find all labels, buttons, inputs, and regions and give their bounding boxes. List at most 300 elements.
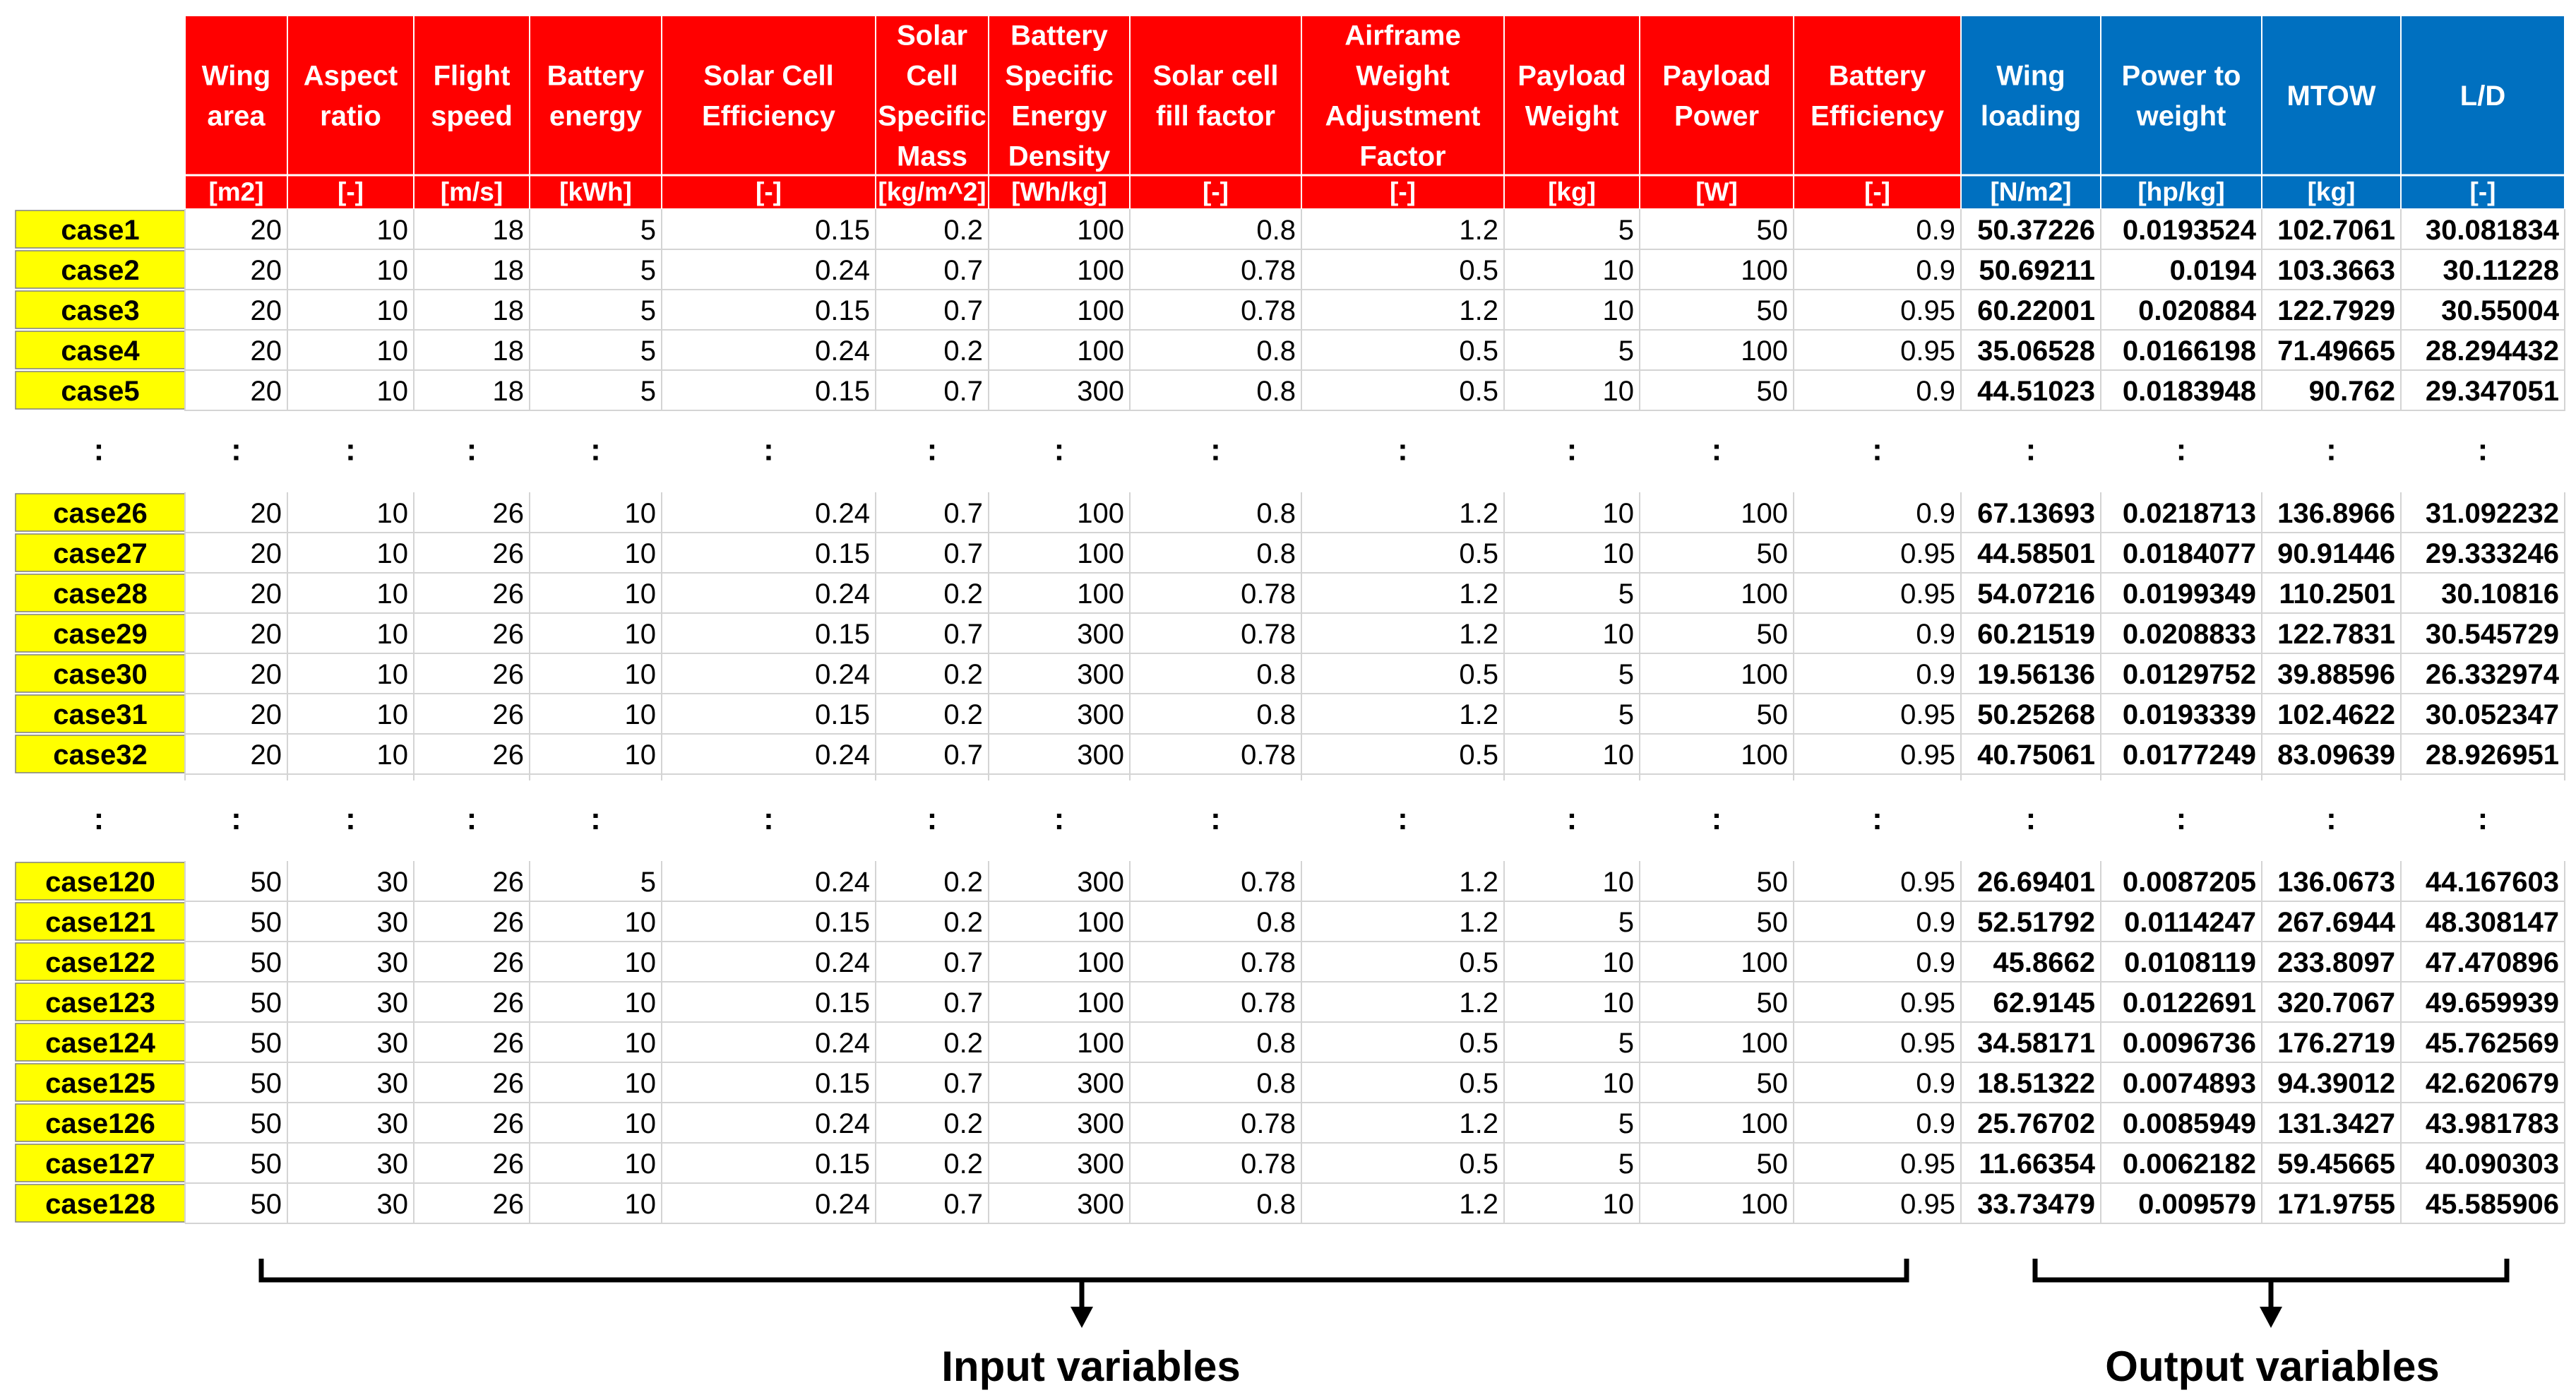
output-value-cell: 48.308147: [2425, 907, 2559, 938]
header-label: Power: [1674, 100, 1760, 132]
input-value-cell: 0.9: [1916, 619, 1955, 650]
input-value-cell: 0.95: [1900, 538, 1955, 569]
input-value-cell: 100: [1077, 947, 1124, 978]
input-value-cell: 50: [1756, 1148, 1788, 1180]
input-value-cell: 10: [624, 498, 656, 529]
header-label: Efficiency: [1811, 100, 1944, 132]
output-value-cell: 0.0129752: [2122, 659, 2256, 690]
input-value-cell: 10: [376, 215, 408, 246]
header-label: Power to: [2121, 60, 2241, 92]
input-value-cell: 100: [1741, 1028, 1788, 1059]
input-value-cell: 10: [1602, 1068, 1634, 1099]
ellipsis-marker: :: [1210, 802, 1221, 836]
ellipsis-marker: :: [763, 432, 774, 468]
input-value-cell: 100: [1741, 740, 1788, 771]
input-value-cell: 18: [492, 215, 524, 246]
input-value-cell: 10: [376, 619, 408, 650]
input-value-cell: 0.7: [943, 295, 983, 326]
input-value-cell: 0.24: [815, 1108, 870, 1139]
input-value-cell: 10: [376, 740, 408, 771]
output-value-cell: 30.545729: [2425, 619, 2559, 650]
input-value-cell: 26: [492, 498, 524, 529]
case-label: case122: [45, 947, 155, 978]
input-value-cell: 5: [1618, 699, 1634, 730]
input-value-cell: 20: [250, 295, 282, 326]
input-value-cell: 10: [624, 1028, 656, 1059]
input-value-cell: 26: [492, 867, 524, 898]
output-value-cell: 0.0074893: [2122, 1068, 2256, 1099]
header-unit: [kWh]: [559, 177, 632, 206]
input-value-cell: 100: [1077, 215, 1124, 246]
output-value-cell: 26.69401: [1977, 867, 2095, 898]
input-value-cell: 0.9: [1916, 255, 1955, 286]
input-value-cell: 100: [1741, 1189, 1788, 1220]
output-value-cell: 29.333246: [2425, 538, 2559, 569]
ellipsis-marker: :: [1711, 432, 1722, 468]
input-value-cell: 20: [250, 699, 282, 730]
ellipsis-marker: :: [466, 432, 477, 468]
input-value-cell: 0.5: [1459, 255, 1498, 286]
input-value-cell: 50: [1756, 376, 1788, 407]
input-value-cell: 10: [624, 907, 656, 938]
output-value-cell: 28.294432: [2425, 336, 2559, 367]
header-unit: [-]: [1203, 177, 1229, 206]
ellipsis-marker: :: [1566, 432, 1578, 468]
output-value-cell: 62.9145: [1993, 987, 2095, 1019]
input-value-cell: 0.9: [1916, 659, 1955, 690]
input-value-cell: 0.78: [1241, 987, 1296, 1019]
input-value-cell: 5: [1618, 1108, 1634, 1139]
header-unit: [m2]: [208, 177, 264, 206]
input-value-cell: 50: [1756, 699, 1788, 730]
output-value-cell: 45.8662: [1993, 947, 2095, 978]
header-label: speed: [431, 100, 513, 132]
table-row: [16, 903, 2565, 942]
input-value-cell: 50: [1756, 987, 1788, 1019]
case-label: case3: [61, 295, 140, 326]
output-value-cell: 50.69211: [1979, 255, 2095, 286]
input-value-cell: 10: [1602, 987, 1634, 1019]
input-value-cell: 0.7: [943, 498, 983, 529]
input-value-cell: 26: [492, 1108, 524, 1139]
header-unit: [kg]: [1548, 177, 1596, 206]
header-label: Payload: [1662, 60, 1771, 92]
ellipsis-marker: :: [231, 432, 242, 468]
input-value-cell: 0.9: [1916, 947, 1955, 978]
header-label: Adjustment: [1325, 100, 1481, 132]
input-value-cell: 0.7: [943, 1189, 983, 1220]
output-value-cell: 60.22001: [1977, 295, 2095, 326]
input-value-cell: 0.95: [1900, 1189, 1955, 1220]
input-value-cell: 10: [376, 498, 408, 529]
table-row: [16, 494, 2565, 533]
input-value-cell: 0.2: [943, 699, 983, 730]
input-value-cell: 0.9: [1916, 1068, 1955, 1099]
input-variables-caption: Input variables: [941, 1343, 1241, 1390]
input-value-cell: 0.95: [1900, 295, 1955, 326]
case-label: case123: [45, 987, 155, 1019]
input-value-cell: 0.2: [943, 578, 983, 610]
input-value-cell: 0.9: [1916, 376, 1955, 407]
header-label: Weight: [1356, 60, 1450, 92]
output-value-cell: 102.4622: [2277, 699, 2395, 730]
input-value-cell: 30: [376, 907, 408, 938]
header-label: area: [207, 100, 266, 132]
input-value-cell: 0.95: [1900, 740, 1955, 771]
input-value-cell: 100: [1741, 659, 1788, 690]
header-label: Payload: [1517, 60, 1626, 92]
output-value-cell: 54.07216: [1977, 578, 2095, 610]
case-label: case126: [45, 1108, 155, 1139]
table-body: [16, 209, 2565, 1223]
input-value-cell: 0.8: [1256, 215, 1296, 246]
input-value-cell: 50: [250, 987, 282, 1019]
input-value-cell: 0.5: [1459, 376, 1498, 407]
case-label: case1: [61, 215, 140, 246]
output-value-cell: 83.09639: [2277, 740, 2395, 771]
input-value-cell: 50: [250, 907, 282, 938]
output-value-cell: 26.332974: [2425, 659, 2559, 690]
input-value-cell: 300: [1077, 1068, 1124, 1099]
output-value-cell: 0.0199349: [2122, 578, 2256, 610]
input-value-cell: 10: [376, 255, 408, 286]
input-value-cell: 100: [1077, 255, 1124, 286]
output-value-cell: 171.9755: [2277, 1189, 2395, 1220]
input-value-cell: 0.78: [1241, 1108, 1296, 1139]
input-value-cell: 50: [1756, 867, 1788, 898]
input-value-cell: 5: [640, 376, 656, 407]
ellipsis-marker: :: [1711, 802, 1722, 836]
input-variables-bracket: [261, 1259, 1907, 1312]
input-value-cell: 0.24: [815, 578, 870, 610]
input-value-cell: 0.15: [815, 699, 870, 730]
table-row: [16, 1104, 2565, 1143]
output-value-cell: 90.762: [2308, 376, 2395, 407]
output-value-cell: 0.0194: [2169, 255, 2256, 286]
header-label: Flight: [433, 60, 511, 92]
input-value-cell: 300: [1077, 740, 1124, 771]
header-label: Wing: [1996, 60, 2065, 92]
input-value-cell: 26: [492, 1068, 524, 1099]
input-value-cell: 0.15: [815, 907, 870, 938]
header-label: Solar: [896, 20, 968, 52]
input-value-cell: 10: [624, 1148, 656, 1180]
output-value-cell: 29.347051: [2425, 376, 2559, 407]
input-value-cell: 5: [1618, 907, 1634, 938]
input-value-cell: 10: [624, 1108, 656, 1139]
input-value-cell: 5: [1618, 336, 1634, 367]
input-value-cell: 0.5: [1459, 659, 1498, 690]
output-value-cell: 47.470896: [2425, 947, 2559, 978]
input-value-cell: 1.2: [1459, 867, 1498, 898]
header-unit: [kg]: [2307, 177, 2356, 206]
header-label: Battery: [1010, 20, 1108, 52]
input-value-cell: 0.95: [1900, 699, 1955, 730]
input-value-cell: 0.8: [1256, 659, 1296, 690]
input-value-cell: 26: [492, 578, 524, 610]
input-value-cell: 0.5: [1459, 538, 1498, 569]
input-value-cell: 100: [1741, 947, 1788, 978]
input-value-cell: 5: [1618, 1148, 1634, 1180]
ellipsis-marker: :: [926, 802, 938, 836]
input-value-cell: 10: [624, 987, 656, 1019]
input-value-cell: 10: [1602, 947, 1634, 978]
header-label: Wing: [201, 60, 271, 92]
output-value-cell: 320.7067: [2277, 987, 2395, 1019]
input-value-cell: 0.24: [815, 947, 870, 978]
input-value-cell: 5: [1618, 215, 1634, 246]
header-label: loading: [1980, 100, 2082, 132]
header-unit: [-]: [1864, 177, 1890, 206]
input-value-cell: 10: [624, 619, 656, 650]
case-label: case4: [61, 336, 140, 367]
output-value-cell: 30.081834: [2425, 215, 2559, 246]
input-value-cell: 50: [250, 1068, 282, 1099]
input-value-cell: 0.7: [943, 740, 983, 771]
input-value-cell: 10: [624, 578, 656, 610]
header-label: L/D: [2459, 81, 2506, 112]
output-value-cell: 0.0193339: [2122, 699, 2256, 730]
input-value-cell: 0.78: [1241, 295, 1296, 326]
input-value-cell: 100: [1077, 295, 1124, 326]
input-value-cell: 20: [250, 538, 282, 569]
table-row: [16, 574, 2565, 613]
input-value-cell: 0.24: [815, 867, 870, 898]
input-value-cell: 18: [492, 295, 524, 326]
input-value-cell: 10: [624, 699, 656, 730]
input-value-cell: 1.2: [1459, 907, 1498, 938]
header-label: Specific: [1005, 60, 1114, 92]
input-value-cell: 300: [1077, 376, 1124, 407]
output-value-cell: 102.7061: [2277, 215, 2395, 246]
input-value-cell: 0.78: [1241, 578, 1296, 610]
table-row: [16, 372, 2565, 410]
input-value-cell: 0.8: [1256, 1068, 1296, 1099]
input-value-cell: 10: [376, 659, 408, 690]
input-value-cell: 300: [1077, 867, 1124, 898]
output-value-cell: 44.58501: [1977, 538, 2095, 569]
ellipsis-marker: :: [1397, 802, 1408, 836]
output-value-cell: 33.73479: [1977, 1189, 2095, 1220]
table-row: [16, 210, 2565, 249]
input-value-cell: 0.95: [1900, 1028, 1955, 1059]
input-value-cell: 20: [250, 215, 282, 246]
output-value-cell: 43.981783: [2425, 1108, 2559, 1139]
output-value-cell: 30.10816: [2441, 578, 2559, 610]
input-value-cell: 0.24: [815, 255, 870, 286]
table-row: [16, 251, 2565, 290]
input-value-cell: 300: [1077, 619, 1124, 650]
header-unit: [m/s]: [440, 177, 503, 206]
output-value-cell: 50.37226: [1977, 215, 2095, 246]
input-value-cell: 0.8: [1256, 498, 1296, 529]
input-value-cell: 50: [250, 1028, 282, 1059]
ellipsis-marker: :: [2176, 432, 2187, 468]
output-value-cell: 35.06528: [1977, 336, 2095, 367]
header-label: ratio: [320, 100, 381, 132]
output-value-cell: 34.58171: [1977, 1028, 2095, 1059]
case-label: case125: [45, 1068, 155, 1099]
input-value-cell: 1.2: [1459, 699, 1498, 730]
input-value-cell: 26: [492, 538, 524, 569]
case-label: case127: [45, 1148, 155, 1180]
case-label: case30: [53, 659, 148, 690]
output-value-cell: 0.0108119: [2124, 947, 2256, 978]
header-label: energy: [549, 100, 643, 132]
output-value-cell: 0.0122691: [2122, 987, 2256, 1019]
input-value-cell: 10: [1602, 255, 1634, 286]
table-row: [16, 534, 2565, 573]
output-value-cell: 45.585906: [2425, 1189, 2559, 1220]
input-value-cell: 30: [376, 947, 408, 978]
input-value-cell: 0.9: [1916, 215, 1955, 246]
input-value-cell: 26: [492, 619, 524, 650]
header-label: Specific: [878, 100, 986, 132]
input-value-cell: 0.5: [1459, 947, 1498, 978]
input-value-cell: 0.7: [943, 947, 983, 978]
input-value-cell: 0.5: [1459, 740, 1498, 771]
input-value-cell: 50: [1756, 1068, 1788, 1099]
output-value-cell: 0.009579: [2138, 1189, 2256, 1220]
input-value-cell: 5: [1618, 1028, 1634, 1059]
input-value-cell: 0.5: [1459, 1068, 1498, 1099]
case-label: case31: [53, 699, 148, 730]
input-value-cell: 1.2: [1459, 498, 1498, 529]
input-value-cell: 30: [376, 1028, 408, 1059]
header-label: Solar Cell: [703, 60, 834, 92]
input-value-cell: 100: [1741, 578, 1788, 610]
input-value-cell: 0.2: [943, 1028, 983, 1059]
input-value-cell: 10: [624, 947, 656, 978]
input-value-cell: 1.2: [1459, 987, 1498, 1019]
input-value-cell: 0.2: [943, 215, 983, 246]
input-value-cell: 0.9: [1916, 1108, 1955, 1139]
case-label: case29: [53, 619, 148, 650]
output-value-cell: 94.39012: [2277, 1068, 2395, 1099]
input-value-cell: 50: [250, 867, 282, 898]
input-value-cell: 5: [640, 215, 656, 246]
output-value-cell: 30.052347: [2425, 699, 2559, 730]
input-value-cell: 0.5: [1459, 1028, 1498, 1059]
header-label: Battery: [1828, 60, 1926, 92]
output-value-cell: 44.51023: [1977, 376, 2095, 407]
output-variables-bracket: [2035, 1259, 2507, 1312]
input-value-cell: 26: [492, 987, 524, 1019]
output-value-cell: 0.020884: [2138, 295, 2256, 326]
input-value-cell: 20: [250, 336, 282, 367]
table-row: [16, 655, 2565, 694]
ellipsis-marker: :: [2477, 802, 2488, 836]
input-value-cell: 300: [1077, 699, 1124, 730]
input-value-cell: 30: [376, 867, 408, 898]
input-value-cell: 10: [1602, 1189, 1634, 1220]
table-row: [16, 331, 2565, 370]
header-label: Cell: [906, 60, 958, 92]
case-label: case2: [61, 255, 140, 286]
table-row: [16, 943, 2565, 982]
input-value-cell: 100: [1741, 255, 1788, 286]
output-value-cell: 0.0087205: [2122, 867, 2256, 898]
ellipsis-marker: :: [2477, 432, 2488, 468]
input-value-cell: 0.7: [943, 987, 983, 1019]
input-value-cell: 100: [1741, 498, 1788, 529]
variable-brackets: [261, 1259, 2507, 1390]
input-value-cell: 26: [492, 1189, 524, 1220]
input-value-cell: 0.8: [1256, 907, 1296, 938]
input-value-cell: 10: [1602, 538, 1634, 569]
input-value-cell: 50: [1756, 619, 1788, 650]
output-value-cell: 60.21519: [1977, 619, 2095, 650]
input-value-cell: 0.95: [1900, 867, 1955, 898]
input-value-cell: 5: [640, 336, 656, 367]
input-value-cell: 0.24: [815, 740, 870, 771]
input-value-cell: 0.95: [1900, 987, 1955, 1019]
output-value-cell: 136.8966: [2277, 498, 2395, 529]
ellipsis-marker: :: [1054, 802, 1065, 836]
output-value-cell: 0.0183948: [2122, 376, 2256, 407]
table-row: [16, 615, 2565, 653]
output-value-cell: 67.13693: [1977, 498, 2095, 529]
input-value-cell: 0.8: [1256, 1028, 1296, 1059]
input-value-cell: 1.2: [1459, 1108, 1498, 1139]
output-value-cell: 50.25268: [1977, 699, 2095, 730]
output-value-cell: 122.7929: [2277, 295, 2395, 326]
input-value-cell: 50: [250, 1189, 282, 1220]
input-value-cell: 0.15: [815, 1148, 870, 1180]
input-value-cell: 0.2: [943, 1148, 983, 1180]
ellipsis-marker: :: [590, 802, 601, 836]
input-value-cell: 0.8: [1256, 376, 1296, 407]
output-value-cell: 122.7831: [2277, 619, 2395, 650]
input-value-cell: 50: [1756, 538, 1788, 569]
input-value-cell: 100: [1077, 336, 1124, 367]
ellipsis-marker: :: [1872, 432, 1883, 468]
case-label: case124: [45, 1028, 155, 1059]
input-value-cell: 0.15: [815, 215, 870, 246]
input-value-cell: 0.9: [1916, 907, 1955, 938]
ellipsis-marker: :: [345, 432, 356, 468]
output-value-cell: 31.092232: [2425, 498, 2559, 529]
output-value-cell: 0.0218713: [2122, 498, 2256, 529]
input-value-cell: 20: [250, 619, 282, 650]
case-label: case32: [53, 740, 148, 771]
ellipsis-marker: :: [926, 432, 938, 468]
input-value-cell: 10: [624, 1189, 656, 1220]
header-unit: [-]: [756, 177, 782, 206]
input-value-cell: 10: [624, 659, 656, 690]
input-value-cell: 20: [250, 578, 282, 610]
output-value-cell: 136.0673: [2277, 867, 2395, 898]
output-value-cell: 131.3427: [2277, 1108, 2395, 1139]
output-value-cell: 0.0114247: [2124, 907, 2256, 938]
input-value-cell: 300: [1077, 1108, 1124, 1139]
input-value-cell: 0.2: [943, 1108, 983, 1139]
input-value-cell: 0.78: [1241, 947, 1296, 978]
input-value-cell: 1.2: [1459, 578, 1498, 610]
input-value-cell: 10: [376, 699, 408, 730]
output-value-cell: 59.45665: [2277, 1148, 2395, 1180]
input-value-cell: 0.7: [943, 255, 983, 286]
input-value-cell: 0.8: [1256, 1189, 1296, 1220]
table-row: [16, 1023, 2565, 1062]
input-value-cell: 0.7: [943, 538, 983, 569]
table-row: [16, 983, 2565, 1022]
output-value-cell: 0.0177249: [2122, 740, 2256, 771]
input-value-cell: 50: [1756, 215, 1788, 246]
header-unit: [W]: [1695, 177, 1738, 206]
input-value-cell: 20: [250, 255, 282, 286]
ellipsis-marker: :: [2176, 802, 2187, 836]
